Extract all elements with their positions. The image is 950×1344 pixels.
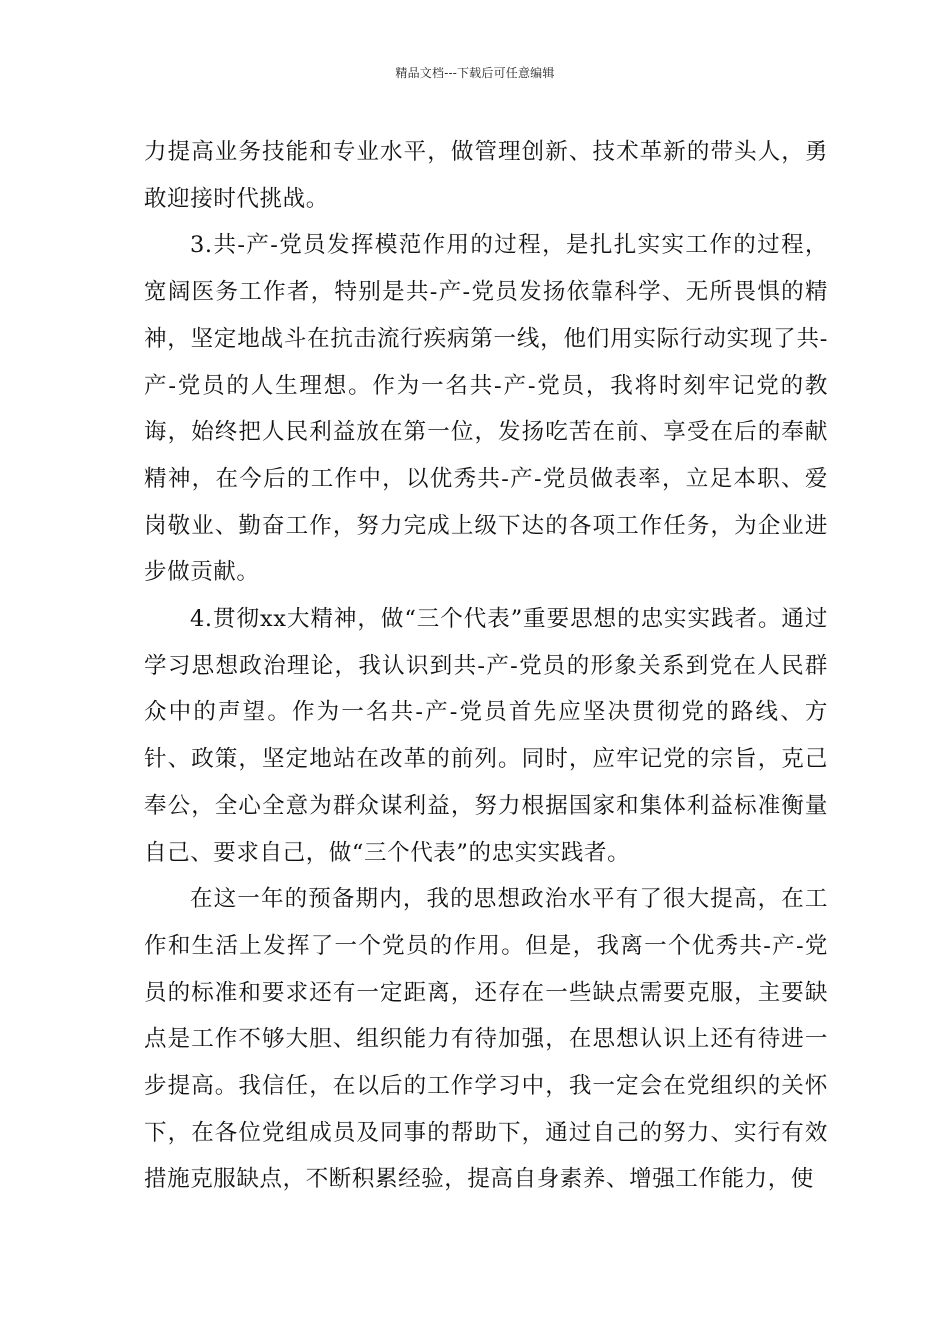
paragraph-continuation: 力提高业务技能和专业水平，做管理创新、技术革新的带头人，勇敢迎接时代挑战。	[144, 139, 828, 212]
page-header: 精品文档---下载后可任意编辑	[395, 66, 555, 80]
paragraph-item-3: 3.共-产-党员发挥模范作用的过程，是扎扎实实工作的过程，宽阔医务工作者，特别是共-产-党员发扬依靠科学、无所畏惧的精神，坚定地战斗在抗击流行疾病第一线，他们用实际行动实现了共-产-党员的人生理想。作为一名共-产-党员，我将时刻牢记党的教诲，始终把人民利益放在第一位，发扬吃苦在前、享受在后的奉献精神，在今后的工作中，以优秀共-产-党员做表率，立足本职、爱岗敬业、勤奋工作，努力完成上级下达的各项工作任务，为企业进步做贡献。	[144, 232, 828, 586]
paragraph-item-4: 4.贯彻xx大精神，做“三个代表”重要思想的忠实实践者。通过学习思想政治理论，我认识到共-产-党员的形象关系到党在人民群众中的声望。作为一名共-产-党员首先应坚决贯彻党的路线、方针、政策，坚定地站在改革的前列。同时，应牢记党的宗旨，克己奉公，全心全意为群众谋利益，努力根据国家和集体利益标准衡量自己、要求自己，做“三个代表”的忠实实践者。	[144, 606, 828, 866]
paragraph-summary: 在这一年的预备期内，我的思想政治水平有了很大提高，在工作和生活上发挥了一个党员的作用。但是，我离一个优秀共-产-党员的标准和要求还有一定距离，还存在一些缺点需要克服，主要缺点是工作不够大胆、组织能力有待加强，在思想认识上还有待进一步提高。我信任，在以后的工作学习中，我一定会在党组织的关怀下，在各位党组成员及同事的帮助下，通过自己的努力、实行有效措施克服缺点，不断积累经验，提高自身素养、增强工作能力，使	[144, 886, 828, 1193]
document-body	[144, 129, 828, 1203]
